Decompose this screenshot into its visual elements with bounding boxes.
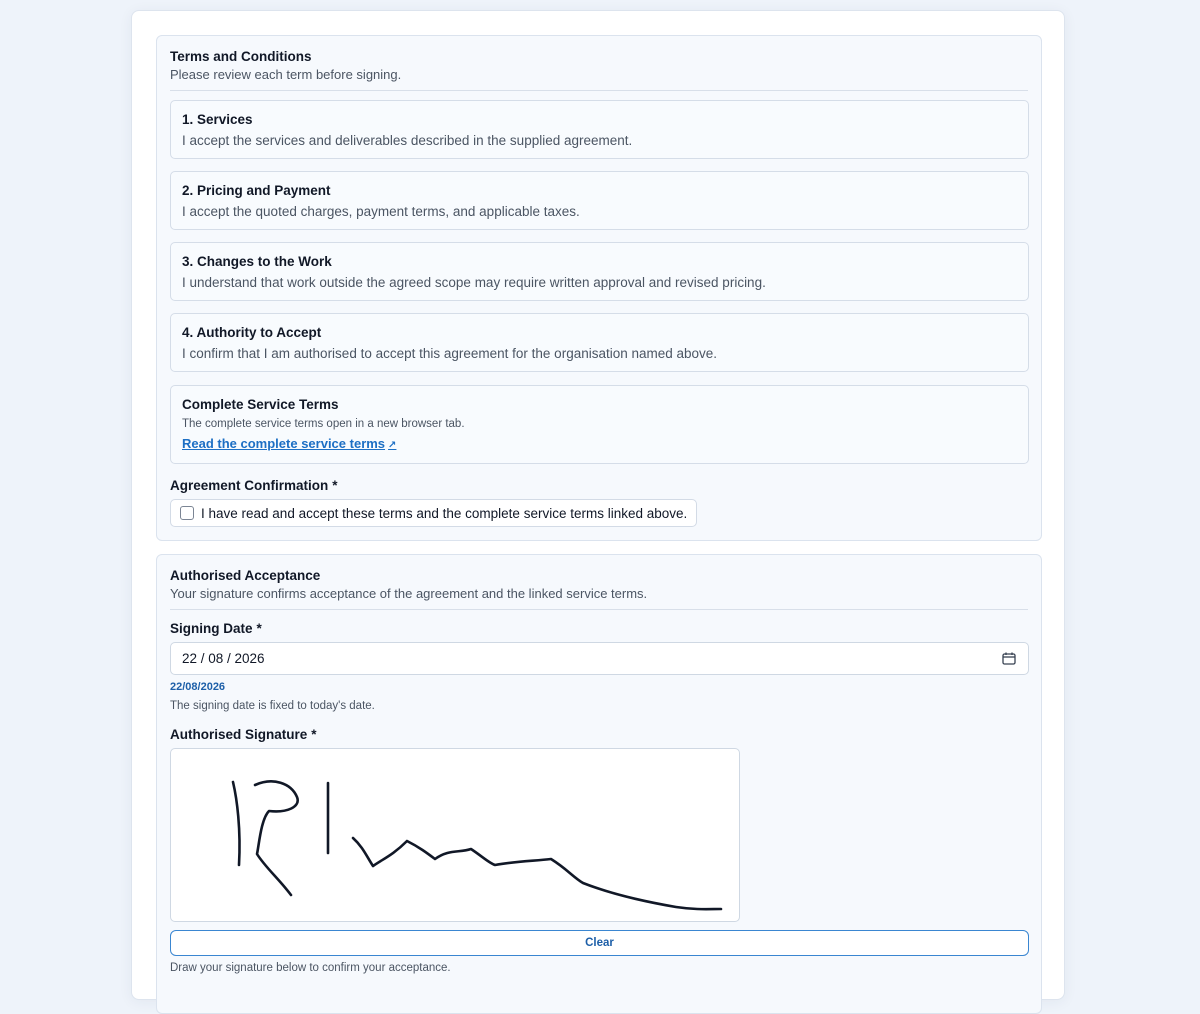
section-divider bbox=[170, 90, 1028, 91]
required-mark: * bbox=[311, 727, 317, 742]
signing-date-display: 22/08/2026 bbox=[170, 681, 226, 693]
term-text: I understand that work outside the agreed scope may require written approval and revised pricing. bbox=[182, 275, 766, 290]
signature-pad[interactable] bbox=[170, 748, 740, 922]
complete-service-terms-panel bbox=[170, 385, 1029, 464]
terms-section bbox=[156, 35, 1042, 541]
agreement-confirmation-option[interactable] bbox=[170, 499, 697, 527]
acceptance-section-subtitle: Your signature confirms acceptance of the agreement and the linked service terms. bbox=[170, 586, 648, 601]
complete-terms-title: Complete Service Terms bbox=[182, 397, 339, 412]
signing-date-input[interactable] bbox=[170, 642, 1029, 675]
agreement-form-card bbox=[131, 10, 1065, 1000]
term-authority-to-accept bbox=[170, 313, 1029, 372]
terms-section-title: Terms and Conditions bbox=[170, 49, 312, 64]
term-text: I confirm that I am authorised to accept this agreement for the organisation named above. bbox=[182, 346, 718, 361]
term-services bbox=[170, 100, 1029, 159]
required-mark: * bbox=[332, 478, 338, 493]
term-title: 1. Services bbox=[182, 112, 253, 127]
term-text: I accept the services and deliverables described in the supplied agreement. bbox=[182, 133, 633, 148]
clear-signature-button[interactable]: Clear bbox=[170, 930, 1029, 956]
calendar-icon[interactable] bbox=[1002, 652, 1016, 665]
term-title: 3. Changes to the Work bbox=[182, 254, 332, 269]
term-title: 4. Authority to Accept bbox=[182, 325, 322, 340]
terms-section-subtitle: Please review each term before signing. bbox=[170, 67, 402, 82]
required-mark: * bbox=[256, 621, 262, 636]
signature-drawing bbox=[171, 749, 739, 921]
authorised-signature-label: Authorised Signature * bbox=[170, 727, 317, 742]
acceptance-section-title: Authorised Acceptance bbox=[170, 568, 321, 583]
link-label: Read the complete service terms bbox=[182, 436, 386, 451]
signature-help: Draw your signature below to confirm your acceptance. bbox=[170, 962, 451, 974]
external-link-icon: ↗ bbox=[388, 440, 397, 451]
signing-date-value: 22 / 08 / 2026 bbox=[182, 651, 265, 666]
agreement-checkbox[interactable] bbox=[180, 506, 194, 520]
signing-date-label: Signing Date * bbox=[170, 621, 262, 636]
term-pricing-payment bbox=[170, 171, 1029, 230]
term-title: 2. Pricing and Payment bbox=[182, 183, 331, 198]
complete-service-terms-link[interactable] bbox=[182, 436, 396, 454]
agreement-checkbox-label: I have read and accept these terms and the complete service terms linked above. bbox=[201, 505, 688, 521]
term-changes-to-work bbox=[170, 242, 1029, 301]
complete-terms-note: The complete service terms open in a new browser tab. bbox=[182, 418, 465, 430]
signing-date-help: The signing date is fixed to today's date. bbox=[170, 700, 375, 712]
term-text: I accept the quoted charges, payment terms, and applicable taxes. bbox=[182, 204, 580, 219]
agreement-confirmation-label: Agreement Confirmation * bbox=[170, 478, 338, 493]
section-divider bbox=[170, 609, 1028, 610]
acceptance-section bbox=[156, 554, 1042, 1014]
